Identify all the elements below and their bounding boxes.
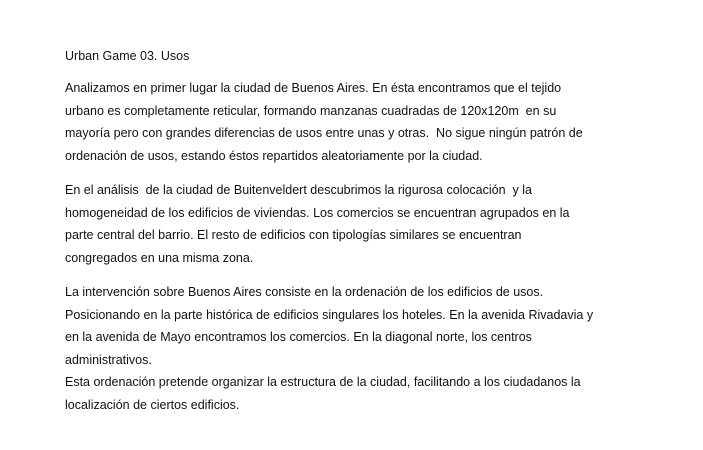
document-title: Urban Game 03. Usos xyxy=(65,49,190,63)
paragraph-intro xyxy=(65,77,645,167)
paragraph-intervention xyxy=(65,281,645,416)
text-line: mayoría pero con grandes diferencias de usos entre unas y otras. No sigue ningún patrón de xyxy=(65,126,583,140)
text-line: La intervención sobre Buenos Aires consiste en la ordenación de los edificios de usos. xyxy=(65,285,544,299)
text-line: congregados en una misma zona. xyxy=(65,250,254,265)
text-line: urbano es completamente reticular, formando manzanas cuadradas de 120x120m en su xyxy=(65,103,557,118)
text-line: Analizamos en primer lugar la ciudad de Buenos Aires. En ésta encontramos que el tejido xyxy=(65,81,562,95)
text-line: ordenación de usos, estando éstos repartidos aleatoriamente por la ciudad. xyxy=(65,148,483,163)
text-line: en la avenida de Mayo encontramos los comercios. En la diagonal norte, los centros xyxy=(65,330,532,344)
text-line: homogeneidad de los edificios de viviendas. Los comercios se encuentran agrupados en la xyxy=(65,205,570,220)
text-line: parte central del barrio. El resto de edificios con tipologías similares se encuentran xyxy=(65,228,522,242)
text-line: localización de ciertos edificios. xyxy=(65,397,240,412)
text-line: En el análisis de la ciudad de Buitenveldert descubrimos la rigurosa colocación y la xyxy=(65,183,532,197)
text-line: Esta ordenación pretende organizar la estructura de la ciudad, facilitando a los ciudadanos la xyxy=(65,375,581,389)
document-body xyxy=(65,46,645,428)
text-line: administrativos. xyxy=(65,352,152,367)
text-line: Posicionando en la parte histórica de edificios singulares los hoteles. En la avenida Rivadavia y xyxy=(65,307,594,322)
paragraph-analysis xyxy=(65,179,645,269)
